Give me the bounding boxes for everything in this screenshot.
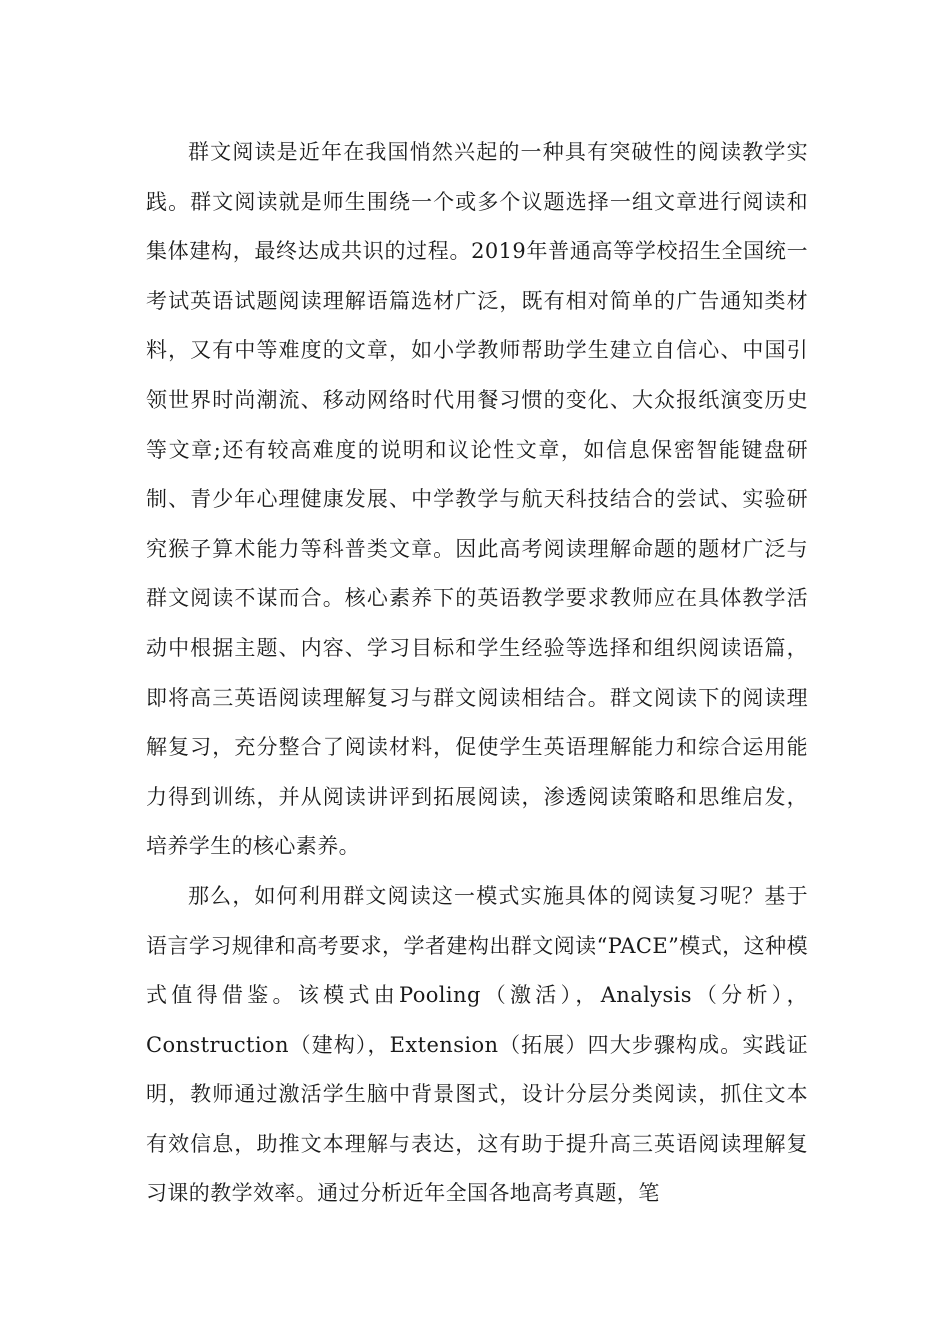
paragraph-2: 那么，如何利用群文阅读这一模式实施具体的阅读复习呢？基于语言学习规律和高考要求，学者建构出群文阅读“PACE”模式，这种模式值得借鉴。该模式由Pooling（激活），Analysis（分析），Construction（建构），Extension（拓展）四大步骤构成。实践证明，教师通过激活学生脑中背景图式，设计分层分类阅读，抓住文本有效信息，助推文本理解与表达，这有助于提升高三英语阅读理解复习课的教学效率。通过分析近年全国各地高考真题，笔 — [146, 883, 808, 1206]
body-text — [146, 128, 808, 1219]
paragraph-1: 群文阅读是近年在我国悄然兴起的一种具有突破性的阅读教学实践。群文阅读就是师生围绕一个或多个议题选择一组文章进行阅读和集体建构，最终达成共识的过程。2019年普通高等学校招生全国统一考试英语试题阅读理解语篇选材广泛，既有相对简单的广告通知类材料，又有中等难度的文章，如小学教师帮助学生建立自信心、中国引领世界时尚潮流、移动网络时代用餐习惯的变化、大众报纸演变历史等文章;还有较高难度的说明和议论性文章，如信息保密智能键盘研制、青少年心理健康发展、中学教学与航天科技结合的尝试、实验研究猴子算术能力等科普类文章。因此高考阅读理解命题的题材广泛与群文阅读不谋而合。核心素养下的英语教学要求教师应在具体教学活动中根据主题、内容、学习目标和学生经验等选择和组织阅读语篇，即将高三英语阅读理解复习与群文阅读相结合。群文阅读下的阅读理解复习，充分整合了阅读材料，促使学生英语理解能力和综合运用能力得到训练，并从阅读讲评到拓展阅读，渗透阅读策略和思维启发，培养学生的核心素养。 — [146, 140, 808, 859]
